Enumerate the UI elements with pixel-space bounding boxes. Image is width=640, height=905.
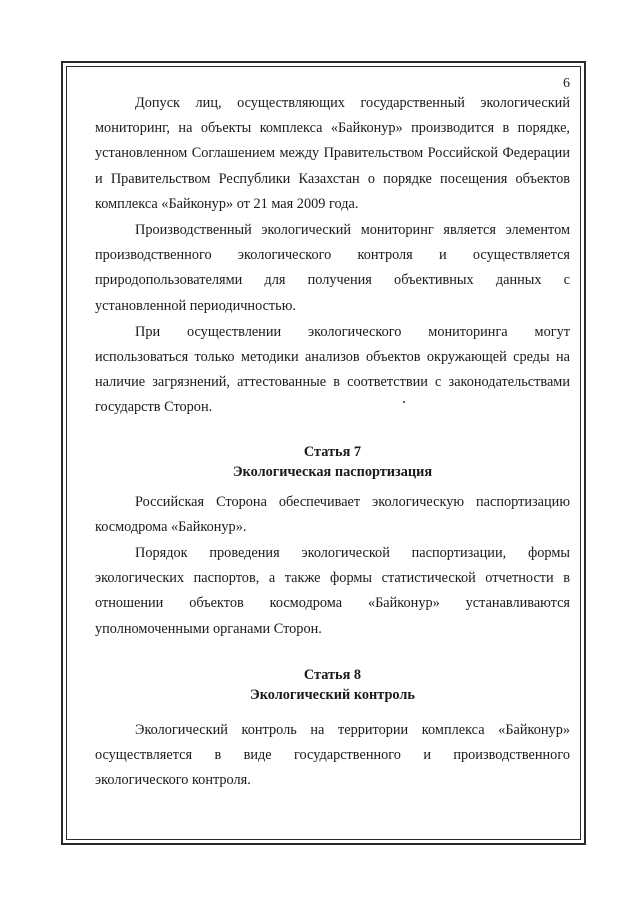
article-7-body [95, 490, 570, 642]
paragraph-methods: При осуществлении экологического мониторинга могут использоваться только методики анализов объектов окружающей среды на наличие загрязнений, аттестованные в соответствии с законодательствами государств Сторон. [95, 323, 570, 416]
article-8-body [95, 718, 570, 794]
article-7-paragraph-1: Российская Сторона обеспечивает экологическую паспортизацию космодрома «Байконур». [95, 493, 570, 535]
article-8-paragraph-1: Экологический контроль на территории комплекса «Байконур» осуществляется в виде государственного и производственного экологического контроля. [95, 721, 570, 789]
article-8-section [95, 665, 570, 794]
article-7-paragraph-2: Порядок проведения экологической паспортизации, формы экологических паспортов, а также формы статистической отчетности в отношении объектов космодрома «Байконур» устанавливаются уполномоченными органами Сторон. [95, 545, 570, 637]
article-8-title: Экологический контроль [250, 686, 415, 703]
scan-speck [403, 401, 405, 403]
document-body [95, 91, 570, 793]
page-number: 6 [563, 76, 570, 91]
paragraph-production-monitoring: Производственный экологический мониторинг является элементом производственного экологического контроля и осуществляется природопользователями для получения объективных данных с установленной периодичностью. [95, 222, 570, 314]
article-7-section [95, 442, 570, 642]
article-8-number: Статья 8 [303, 666, 362, 683]
paragraph-access-monitoring: Допуск лиц, осуществляющих государственный экологический мониторинг, на объекты комплекса «Байконур» производится в порядке, установленном Соглашением между Правительством Российской Федерации и Правительством Республики Казахстан о порядке посещения объектов комплекса «Байконур» от 21 мая 2009 года. [95, 95, 570, 212]
article-7-title: Экологическая паспортизация [232, 463, 433, 480]
article-7-number: Статья 7 [303, 443, 362, 460]
